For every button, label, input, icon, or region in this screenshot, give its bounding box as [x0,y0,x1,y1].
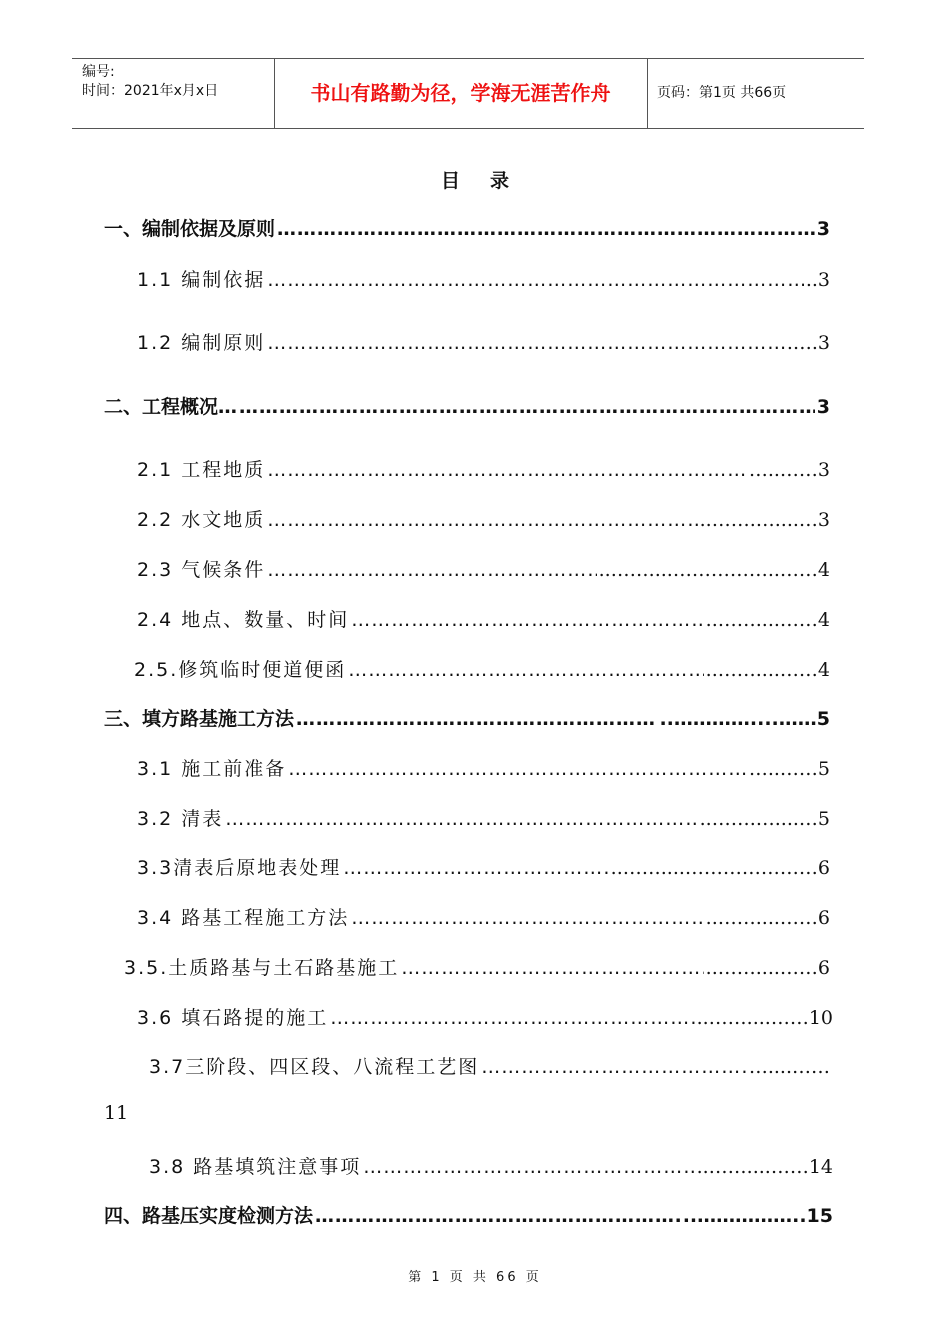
toc-entry-page: 3 [816,396,830,418]
toc-entry-page: ..……....……10 [696,1007,833,1029]
toc-leader-dots [330,1007,694,1029]
toc-entry-label: 3.5.土质路基与土石路基施工 [124,957,400,979]
toc-leader-dots [351,907,703,929]
toc-entry-page: ..……....……14 [696,1156,833,1178]
toc-leader-dots [351,609,703,631]
toc-entry-page: ..……....…………………6 [610,857,830,879]
toc-entry-label: 2.3 气候条件 [137,559,266,581]
toc-entry[interactable] [104,704,830,732]
toc-entry-label: 2.2 水文地质 [137,509,266,531]
toc-entry[interactable] [137,555,830,583]
toc-entry-page: …..……5 [748,758,830,780]
toc-leader-dots [267,459,747,481]
toc-entry[interactable] [137,754,830,782]
toc-leader-dots [267,332,785,354]
toc-entry-label: 3.7三阶段、四区段、八流程工艺图 [149,1056,480,1078]
toc-leader-dots [481,1056,747,1078]
toc-entry-label: 3.8 路基填筑注意事项 [149,1156,362,1178]
toc-entry-label: 3.2 清表 [137,808,224,830]
toc-entry[interactable] [149,1152,833,1180]
toc-entry-label: 3.3清表后原地表处理 [137,857,342,879]
toc-entry-label: 2.1 工程地质 [137,459,266,481]
toc-entry-page: …..……3 [748,459,830,481]
toc-entry-page: ..…….…....…5 [699,808,830,830]
toc-leader-dots [315,1205,681,1227]
toc-entry-label: 四、路基压实度检测方法 [104,1205,314,1227]
toc-entry-label: 1.2 编制原则 [137,332,266,354]
toc-entry-page: …....…… [748,1056,830,1078]
toc-leader-dots [267,559,596,581]
toc-entry-label: 3.6 填石路提的施工 [137,1007,329,1029]
toc-leader-dots [239,396,815,418]
toc-entry[interactable] [137,903,830,931]
page-footer: 第 1 页 共 66 页 [408,1270,542,1285]
header-motto: 书山有路勤为径，学海无涯苦作舟 [310,81,611,105]
toc-title: 目录 [440,170,539,192]
toc-entry[interactable] [124,953,830,981]
toc-entry[interactable] [137,265,830,293]
toc-leader-dots [267,509,697,531]
toc-entry[interactable] [137,853,830,881]
toc-leader-dots [288,758,747,780]
toc-entry-page: ..……....……………..……4 [598,559,830,581]
toc-entry[interactable] [137,505,830,533]
toc-leader-dots [225,808,697,830]
toc-entry-page: ..……....……4 [705,609,830,631]
toc-entry-label: 3.1 施工前准备 [137,758,287,780]
toc-entry[interactable] [137,328,830,356]
toc-leader-dots [348,659,703,681]
toc-leader-dots [277,218,815,240]
toc-entry[interactable] [134,655,830,683]
toc-leader-dots [363,1156,694,1178]
toc-entry-label: 2.4 地点、数量、时间 [137,609,350,631]
toc-entry-page: ..……………..15 [682,1205,833,1227]
toc-entry-page: 3 [816,218,830,240]
toc-leader-dots [343,857,608,879]
toc-entry-label: 一、编制依据及原则 [104,218,276,240]
toc-entry[interactable] [137,1003,833,1031]
document-header [72,58,864,129]
toc-entry[interactable] [137,804,830,832]
toc-entry-page: ..3 [805,269,830,291]
toc-entry-label: 3.4 路基工程施工方法 [137,907,350,929]
toc-entry-label: 三、填方路基施工方法 [104,708,295,730]
toc-entry-page: ..……....……6 [705,957,830,979]
toc-entry[interactable] [149,1052,830,1080]
toc-entry-page: .….3 [786,332,830,354]
toc-entry-label: 二、工程概况… [104,396,238,418]
document-time-label: 时间：2021年x月x日 [82,83,219,99]
toc-entry-label: 1.1 编制依据 [137,269,266,291]
toc-entry[interactable] [104,214,830,242]
toc-entry[interactable] [104,392,830,420]
toc-leader-dots [401,957,703,979]
toc-entry-page: ..…………....……5 [659,708,830,730]
toc-entry[interactable] [104,1201,833,1229]
document-number-label: 编号: [82,64,115,80]
toc-leader-dots [267,269,804,291]
header-divider [647,59,648,128]
toc-entry[interactable] [137,605,830,633]
toc-entry[interactable] [137,455,830,483]
header-page-info: 页码：第1页 共66页 [657,85,787,101]
toc-entry-label: 2.5.修筑临时便道便函 [134,659,347,681]
toc-entry-page: ..……....……6 [705,907,830,929]
header-meta [82,63,218,101]
toc-wrapped-page-number: 11 [104,1102,129,1124]
toc-leader-dots [296,708,657,730]
toc-entry-page: ..……....……4 [705,659,830,681]
toc-entry-page: ..…….…....…3 [699,509,830,531]
